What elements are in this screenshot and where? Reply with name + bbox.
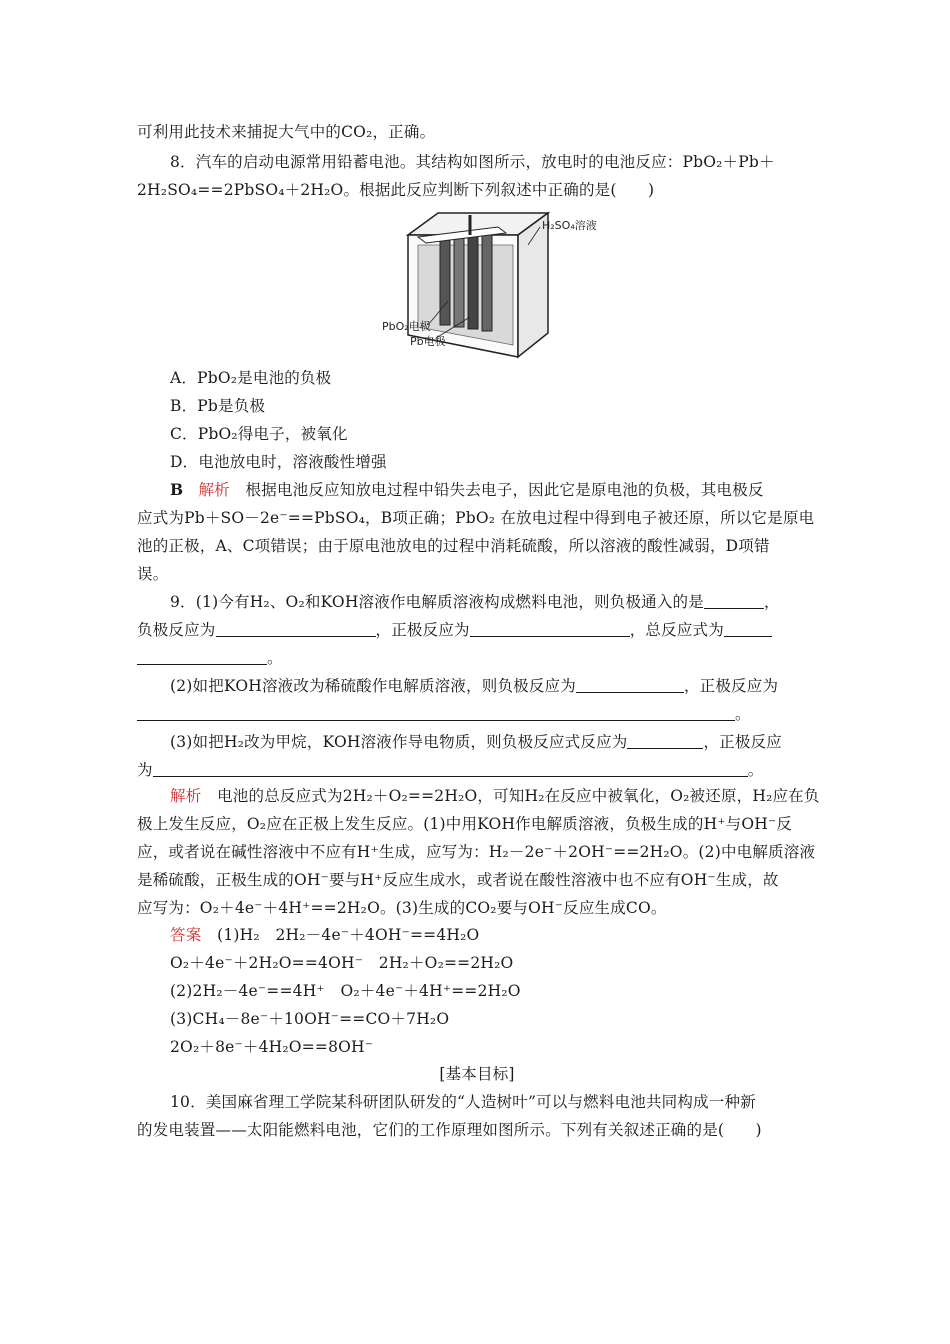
blank	[627, 733, 703, 749]
option-b: B．Pb是负极	[170, 397, 266, 415]
key-9-line-5: 2O₂＋8e⁻＋4H₂O==8OH⁻	[170, 1038, 374, 1056]
explanation-9-line-5: 应写为：O₂＋4e⁻＋4H⁺==2H₂O。(3)生成的CO₂要与OH⁻反应生成CO。	[137, 899, 667, 917]
option-d: D．电池放电时，溶液酸性增强	[170, 453, 387, 471]
q9-text: (3)如把H₂改为甲烷，KOH溶液作导电物质，则负极反应式反应为	[170, 733, 628, 751]
analysis-text: 电池的总反应式为2H₂＋O₂==2H₂O，可知H₂在反应中被氧化，O₂被还原，H₂应在负	[201, 787, 820, 805]
option-c: C．PbO₂得电子，被氧化	[170, 425, 348, 443]
answer-8-line-2: 应式为Pb＋SO－2e⁻==PbSO₄，B项正确；PbO₂ 在放电过程中得到电子被还原，所以它是原电	[137, 509, 815, 527]
explanation-9-line-4: 是稀硫酸，正极生成的OH⁻要与H⁺反应生成水，或者说在酸性溶液中也不应有OH⁻生成，故	[137, 871, 779, 889]
question-9-part-3-cont	[137, 760, 817, 780]
explanation-9-line-3: 应，或者说在碱性溶液中不应有H⁺生成，应写为：H₂－2e⁻＋2OH⁻==2H₂O。(2)中电解质溶液	[137, 843, 816, 861]
question-9-line-1: 9．(1)今有H₂、O₂和KOH溶液作电解质溶液构成燃料电池，则负极通入的是 ，	[170, 593, 780, 611]
blank	[470, 621, 630, 637]
question-10-line-2: 的发电装置——太阳能燃料电池，它们的工作原理如图所示。下列有关叙述正确的是( )	[137, 1121, 762, 1139]
label-h2so4-solution: H₂SO₄溶液	[542, 219, 597, 232]
label-pbo2-electrode: PbO₂电极	[382, 320, 431, 333]
section-heading: [基本目标]	[439, 1065, 515, 1083]
question-8-stem-cont: 2H₂SO₄==2PbSO₄＋2H₂O。根据此反应判断下列叙述中正确的是( )	[137, 181, 655, 199]
answer-tag: 答案	[170, 926, 202, 944]
key-9-line-4: (3)CH₄－8e⁻＋10OH⁻==CO＋7H₂O	[170, 1010, 450, 1028]
lead-acid-battery-figure	[378, 205, 638, 365]
question-9-part-2	[170, 676, 818, 696]
key-9-line-2: O₂＋4e⁻＋2H₂O==4OH⁻ 2H₂＋O₂==2H₂O	[170, 954, 514, 972]
explanation-9-line-2: 极上发生反应，O₂应在正极上发生反应。(1)中用KOH作电解质溶液，负极生成的H⁺与OH⁻反	[137, 815, 793, 833]
q9-text: 。	[267, 649, 283, 667]
blank	[216, 621, 376, 637]
q9-text: ，正极反应为	[375, 621, 470, 639]
analysis-tag: 解析	[170, 787, 202, 805]
analysis-text: 根据电池反应知放电过程中铅失去电子，因此它是原电池的负极，其电极反	[229, 481, 764, 499]
answer-8-line-3: 池的正极，A、C项错误；由于原电池放电的过程中消耗硫酸，所以溶液的酸性减弱，D项错	[137, 537, 770, 555]
q9-text: 。	[747, 761, 764, 779]
blank	[153, 761, 748, 777]
question-8-stem: 8．汽车的启动电源常用铅蓄电池。其结构如图所示，放电时的电池反应：PbO₂＋Pb＋	[170, 153, 775, 171]
answer-8-line-1	[170, 480, 818, 500]
explanation-9-line-1	[170, 786, 818, 806]
option-a: A．PbO₂是电池的负极	[170, 369, 332, 387]
text-line: 可利用此技术来捕捉大气中的CO₂，正确。	[137, 123, 436, 141]
question-10-line-1: 10．美国麻省理工学院某科研团队研发的“人造树叶”可以与燃料电池共同构成一种新	[170, 1093, 756, 1111]
question-9-part-3	[170, 732, 818, 752]
q9-text: 为	[137, 761, 153, 779]
answer-text: (1)H₂ 2H₂－4e⁻＋4OH⁻==4H₂O	[201, 926, 480, 944]
blank	[704, 593, 764, 609]
label-pb-electrode: Pb电极	[410, 335, 446, 348]
key-9-line-3: (2)2H₂－4e⁻==4H⁺ O₂＋4e⁻＋4H⁺==2H₂O	[170, 982, 521, 1000]
question-9-line-2	[137, 620, 817, 640]
q9-text: ，总反应式为	[629, 621, 724, 639]
blank	[576, 677, 684, 693]
answer-letter: B	[170, 480, 184, 499]
blank	[137, 649, 267, 665]
answer-8-line-4: 误。	[137, 565, 169, 583]
q9-text: 。	[735, 705, 751, 723]
question-9-line-3	[137, 648, 817, 668]
blank	[137, 705, 735, 721]
blank	[724, 621, 772, 637]
q9-text: 负极反应为	[137, 621, 216, 639]
question-9-part-2-cont	[137, 704, 817, 724]
q9-text: ，正极反应	[703, 733, 782, 751]
q9-text: ，正极反应为	[683, 677, 779, 695]
key-9-line-1	[170, 925, 818, 945]
q9-text: 9．(1)今有H₂、O₂和KOH溶液作电解质溶液构成燃料电池，则负极通入的是	[170, 593, 704, 611]
q9-text: (2)如把KOH溶液改为稀硫酸作电解质溶液，则负极反应为	[170, 677, 576, 695]
analysis-tag: 解析	[198, 481, 230, 499]
